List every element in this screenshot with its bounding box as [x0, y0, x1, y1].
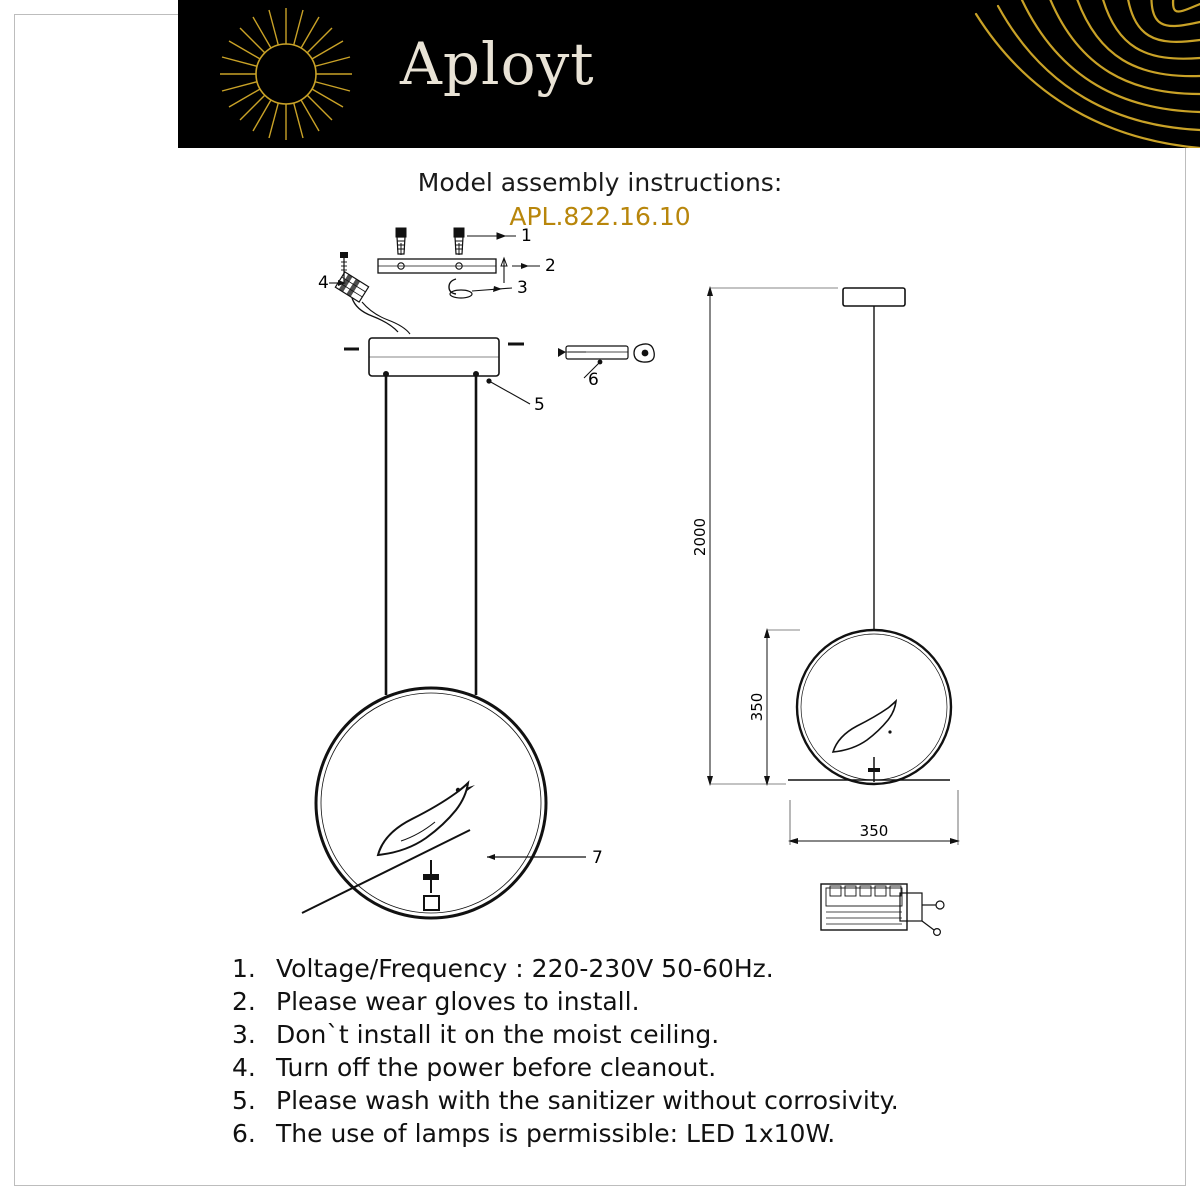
dimension-label-ring-horizontal: 350	[859, 822, 889, 840]
dimension-label-ring-vertical: 350	[748, 692, 766, 722]
instruction-notes	[232, 952, 1052, 1150]
note-text: Voltage/Frequency : 220-230V 50-60Hz.	[276, 954, 774, 983]
callout-4: 4	[318, 273, 329, 293]
note-text: Please wear gloves to install.	[276, 987, 640, 1016]
led-driver-module	[821, 884, 944, 935]
callout-7: 7	[592, 848, 603, 868]
list-item	[232, 952, 1052, 985]
callout-6: 6	[588, 370, 599, 390]
note-text: Don`t install it on the moist ceiling.	[276, 1020, 720, 1049]
part-hook-group	[449, 279, 512, 298]
list-item	[232, 1084, 1052, 1117]
note-number: 3.	[232, 1020, 256, 1049]
note-text: The use of lamps is permissible: LED 1x10W.	[276, 1119, 836, 1148]
callout-1: 1	[521, 226, 532, 246]
suspension-rods	[383, 371, 479, 695]
page-title: Model assembly instructions:	[417, 168, 783, 197]
dimension-height-2000	[707, 286, 838, 786]
callout-5: 5	[534, 395, 545, 415]
note-number: 2.	[232, 987, 256, 1016]
model-code: APL.822.16.10	[509, 202, 691, 231]
list-item	[232, 1018, 1052, 1051]
note-number: 5.	[232, 1086, 256, 1115]
list-item	[232, 1051, 1052, 1084]
dimension-lamp	[788, 288, 951, 784]
main-lamp-ring	[302, 688, 586, 918]
note-number: 1.	[232, 954, 256, 983]
note-number: 6.	[232, 1119, 256, 1148]
note-text: Please wash with the sanitizer without corrosivity.	[276, 1086, 899, 1115]
dimension-label-height: 2000	[691, 517, 709, 557]
list-item	[232, 985, 1052, 1018]
list-item	[232, 1117, 1052, 1150]
part-driver-group	[558, 344, 654, 378]
part-canopy-group	[344, 338, 530, 404]
note-number: 4.	[232, 1053, 256, 1082]
dimension-ring-vertical	[764, 628, 800, 786]
callout-3: 3	[517, 278, 528, 298]
brand-name: Aployt	[400, 30, 595, 98]
callout-2: 2	[545, 256, 556, 276]
part-screws-group	[396, 228, 516, 254]
note-text: Turn off the power before cleanout.	[276, 1053, 717, 1082]
